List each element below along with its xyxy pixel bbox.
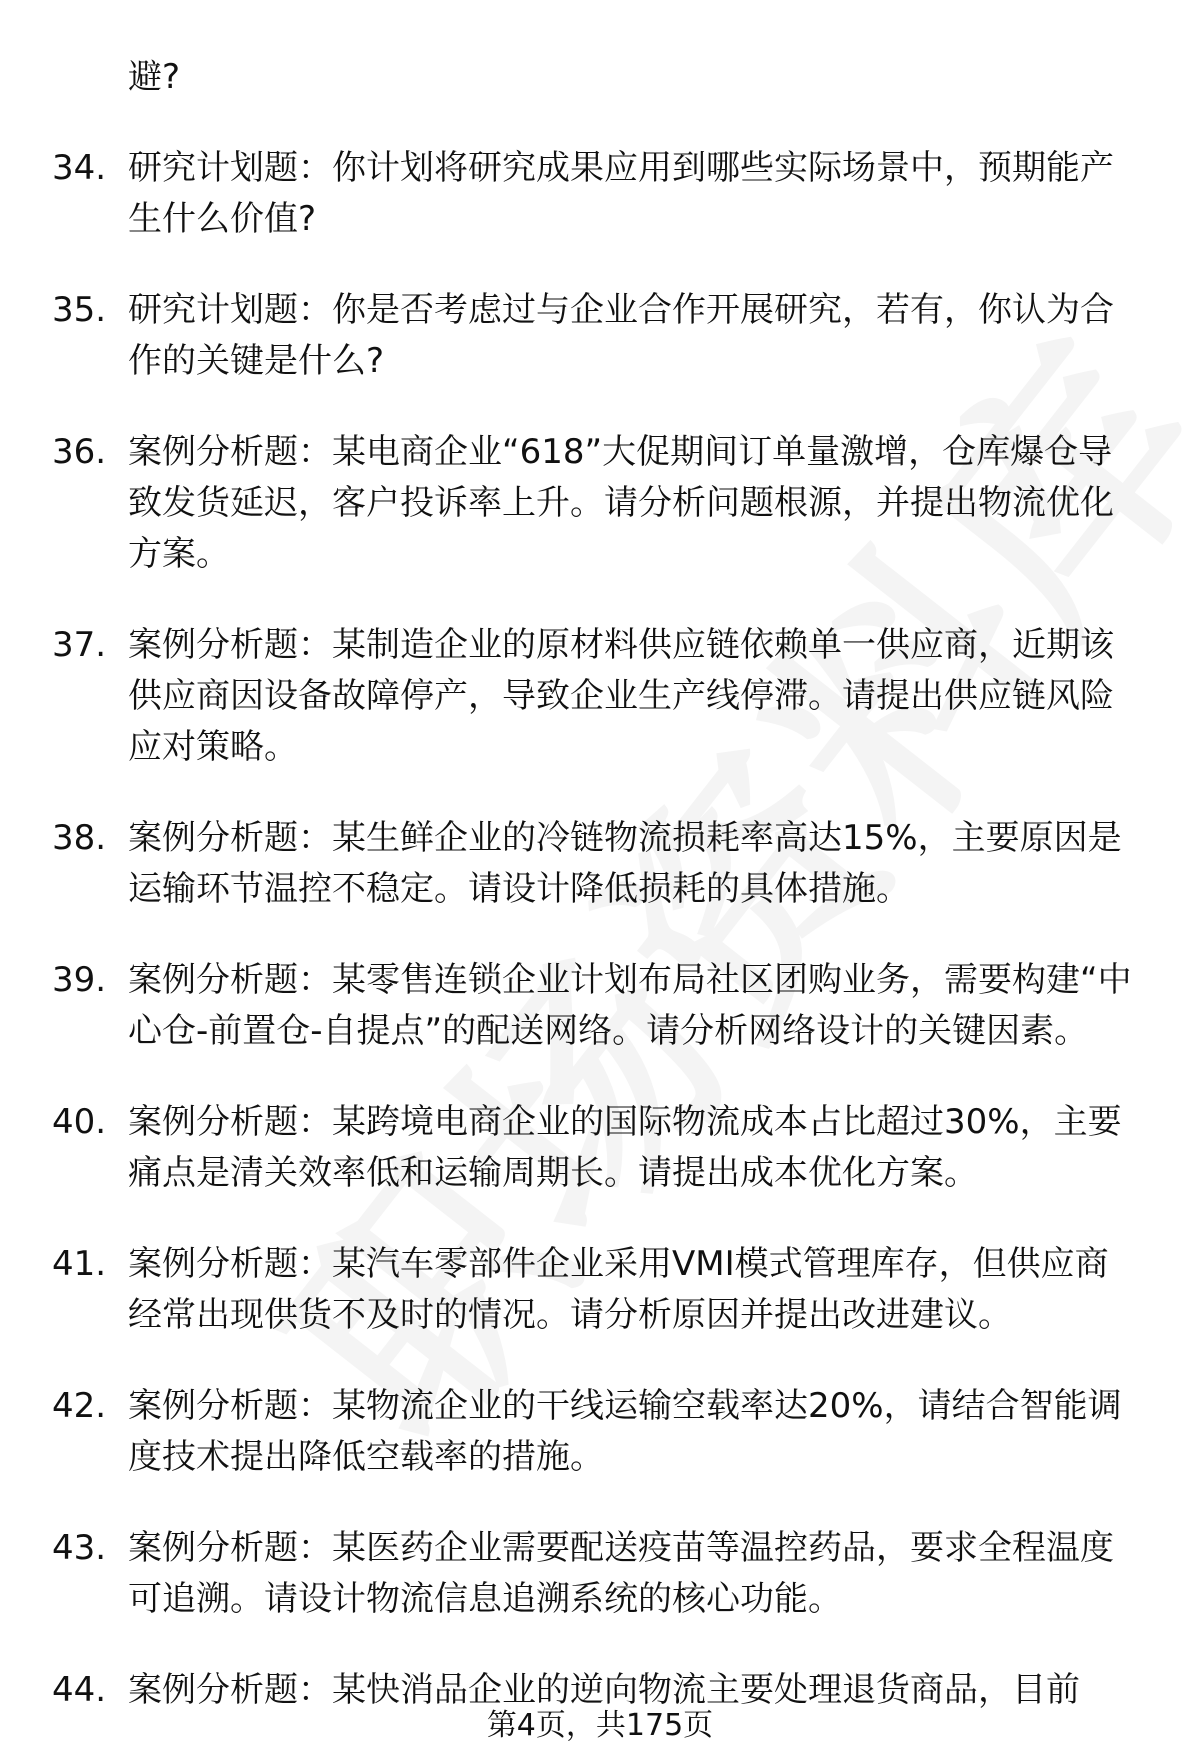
question-item xyxy=(0,1523,1200,1625)
question-item xyxy=(0,427,1200,580)
question-number: 42. xyxy=(52,1386,107,1426)
question-text: 案例分析题：某跨境电商企业的国际物流成本占比超过30%，主要痛点是清关效率低和运输周期长。请提出成本优化方案。 xyxy=(128,1102,1122,1193)
question-text: 避? xyxy=(128,57,181,97)
question-item xyxy=(0,1381,1200,1483)
question-list xyxy=(0,52,1200,1756)
question-text: 案例分析题：某物流企业的干线运输空载率达20%，请结合智能调度技术提出降低空载率的措施。 xyxy=(128,1386,1122,1477)
question-item xyxy=(0,955,1200,1057)
question-text: 案例分析题：某汽车零部件企业采用VMI模式管理库存，但供应商经常出现供货不及时的情况。请分析原因并提出改进建议。 xyxy=(128,1244,1109,1335)
question-number: 37. xyxy=(52,625,107,665)
question-text: 案例分析题：某医药企业需要配送疫苗等温控药品，要求全程温度可追溯。请设计物流信息追溯系统的核心功能。 xyxy=(128,1528,1114,1619)
question-number: 41. xyxy=(52,1244,107,1284)
question-number: 39. xyxy=(52,960,107,1000)
question-item xyxy=(0,1097,1200,1199)
question-text: 案例分析题：某电商企业“618”大促期间订单量激增，仓库爆仓导致发货延迟，客户投诉率上升。请分析问题根源，并提出物流优化方案。 xyxy=(128,432,1114,574)
question-text: 研究计划题：你计划将研究成果应用到哪些实际场景中，预期能产生什么价值? xyxy=(128,148,1114,239)
question-number: 43. xyxy=(52,1528,107,1568)
question-number: 34. xyxy=(52,148,107,188)
question-number: 38. xyxy=(52,818,107,858)
question-text: 案例分析题：某零售连锁企业计划布局社区团购业务，需要构建“中心仓-前置仓-自提点”的配送网络。请分析网络设计的关键因素。 xyxy=(128,960,1132,1051)
question-item xyxy=(0,285,1200,387)
question-number: 44. xyxy=(52,1670,107,1710)
question-item xyxy=(0,813,1200,915)
question-number: 40. xyxy=(52,1102,107,1142)
question-item xyxy=(0,1239,1200,1341)
question-text: 研究计划题：你是否考虑过与企业合作开展研究，若有，你认为合作的关键是什么? xyxy=(128,290,1114,381)
question-item xyxy=(0,620,1200,773)
question-item xyxy=(0,143,1200,245)
question-number: 36. xyxy=(52,432,107,472)
question-continuation xyxy=(0,52,1200,103)
page-footer: 第4页，共175页 xyxy=(486,1708,714,1743)
question-text: 案例分析题：某生鲜企业的冷链物流损耗率高达15%，主要原因是运输环节温控不稳定。请设计降低损耗的具体措施。 xyxy=(128,818,1122,909)
question-number: 35. xyxy=(52,290,107,330)
question-text: 案例分析题：某快消品企业的逆向物流主要处理退货商品，目前 xyxy=(128,1670,1080,1710)
question-text: 案例分析题：某制造企业的原材料供应链依赖单一供应商，近期该供应商因设备故障停产，导致企业生产线停滞。请提出供应链风险应对策略。 xyxy=(128,625,1114,767)
